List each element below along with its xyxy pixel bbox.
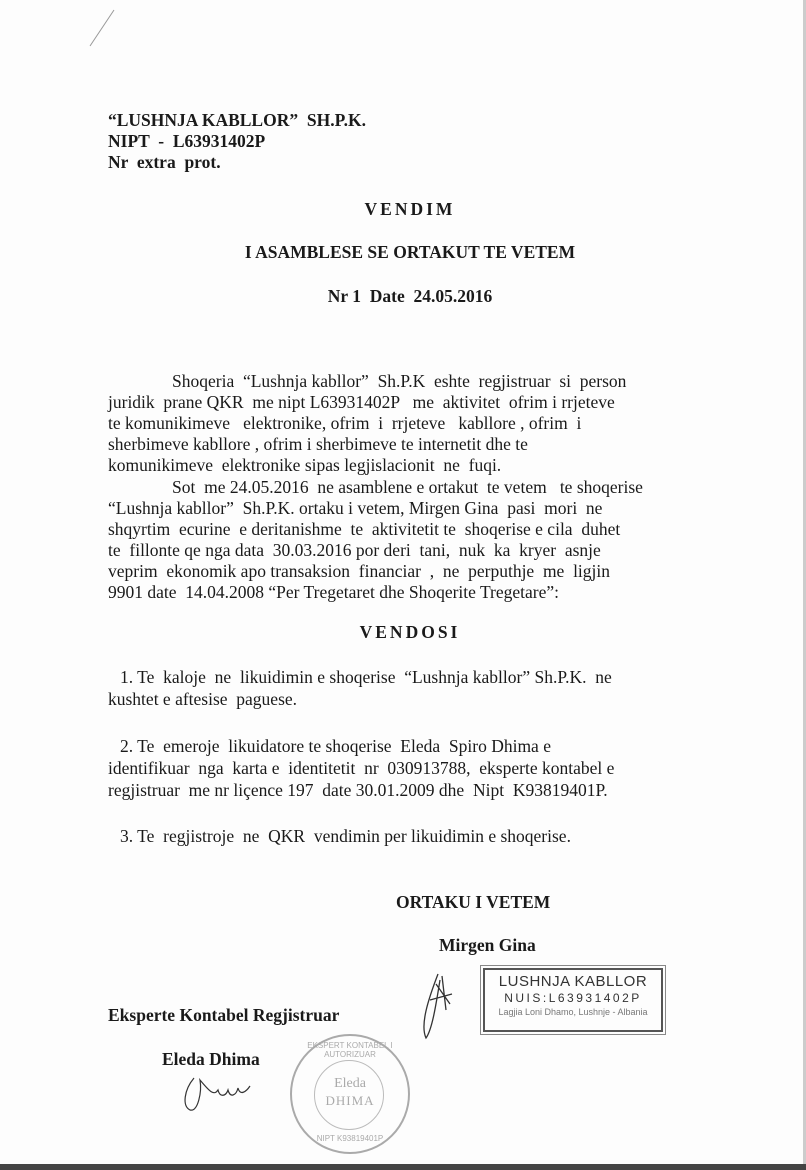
company-stamp — [483, 968, 663, 1032]
text-line: sherbimeve kabllore , ofrim i sherbimeve te internetit dhe te — [108, 434, 528, 454]
stamp-company-name: LUSHNJA KABLLOR — [498, 973, 648, 990]
text-line: shqyrtim ecurine e deritanishme te aktivitetit te shoqerise e cila duhet — [108, 519, 621, 539]
decision-heading: VENDOSI — [359, 622, 461, 642]
stamp-address: Lagjia Loni Dhamo, Lushnje - Albania — [498, 1007, 648, 1017]
scan-mark — [88, 8, 128, 48]
text-line: Shoqeria “Lushnja kabllor” Sh.P.K eshte regjistruar si person — [172, 371, 627, 391]
text-line: 2. Te emeroje likuidatore te shoqerise Eleda Spiro Dhima e — [120, 736, 551, 756]
accountant-stamp — [290, 1034, 410, 1154]
accountant-name: Eleda Dhima — [162, 1049, 260, 1069]
protocol-number: Nr extra prot. — [108, 152, 221, 172]
document-title: VENDIM — [364, 199, 456, 219]
accountant-title: Eksperte Kontabel Regjistruar — [108, 1005, 340, 1025]
stamp-ring-top: EKSPERT KONTABEL I AUTORIZUAR — [307, 1041, 393, 1059]
text-line: “Lushnja kabllor” Sh.P.K. ortaku i vetem, Mirgen Gina pasi mori ne — [108, 498, 603, 518]
text-line: veprim ekonomik apo transaksion financiar , ne perputhje me ligjin — [108, 561, 611, 581]
stamp-nuis: NUIS:L63931402P — [504, 991, 642, 1005]
text-line: 1. Te kaloje ne likuidimin e shoqerise “Lushnja kabllor” Sh.P.K. ne — [120, 667, 612, 687]
text-line: komunikimeve elektronike sipas legjislacionit ne fuqi. — [108, 455, 502, 475]
text-line: 3. Te regjistroje ne QKR vendimin per likuidimin e shoqerise. — [120, 826, 571, 846]
company-nipt: NIPT - L63931402P — [108, 131, 266, 151]
document-subtitle: I ASAMBLESE SE ORTAKUT TE VETEM — [244, 242, 576, 262]
signature-eleda-dhima — [180, 1072, 260, 1114]
text-line: te komunikimeve elektronike, ofrim i rrjeteve kabllore , ofrim i — [108, 413, 582, 433]
text-line: kushtet e aftesise paguese. — [108, 689, 298, 709]
text-line: te fillonte qe nga data 30.03.2016 por deri tani, nuk ka kryer asnje — [108, 540, 601, 560]
signatory-title: ORTAKU I VETEM — [396, 892, 551, 912]
scan-bottom-edge — [0, 1164, 806, 1170]
company-name: “LUSHNJA KABLLOR” SH.P.K. — [108, 110, 367, 130]
stamp-first-name: Eleda — [334, 1076, 366, 1091]
signatory-name: Mirgen Gina — [439, 935, 536, 955]
stamp-last-name: DHIMA — [325, 1093, 375, 1108]
text-line: 9901 date 14.04.2008 “Per Tregetaret dhe Shoqerite Tregetare”: — [108, 582, 560, 602]
document-number-date: Nr 1 Date 24.05.2016 — [327, 286, 493, 306]
text-line: juridik prane QKR me nipt L63931402P me aktivitet ofrim i rrjeteve — [108, 392, 615, 412]
text-line: identifikuar nga karta e identitetit nr 030913788, eksperte kontabel e — [108, 758, 615, 778]
text-line: regjistruar me nr liçence 197 date 30.01.2009 dhe Nipt K93819401P. — [108, 780, 608, 800]
stamp-ring-bottom: NIPT K93819401P — [316, 1134, 384, 1143]
text-line: Sot me 24.05.2016 ne asamblene e ortakut te vetem te shoqerise — [172, 477, 643, 497]
signature-mirgen-gina — [418, 970, 458, 1042]
